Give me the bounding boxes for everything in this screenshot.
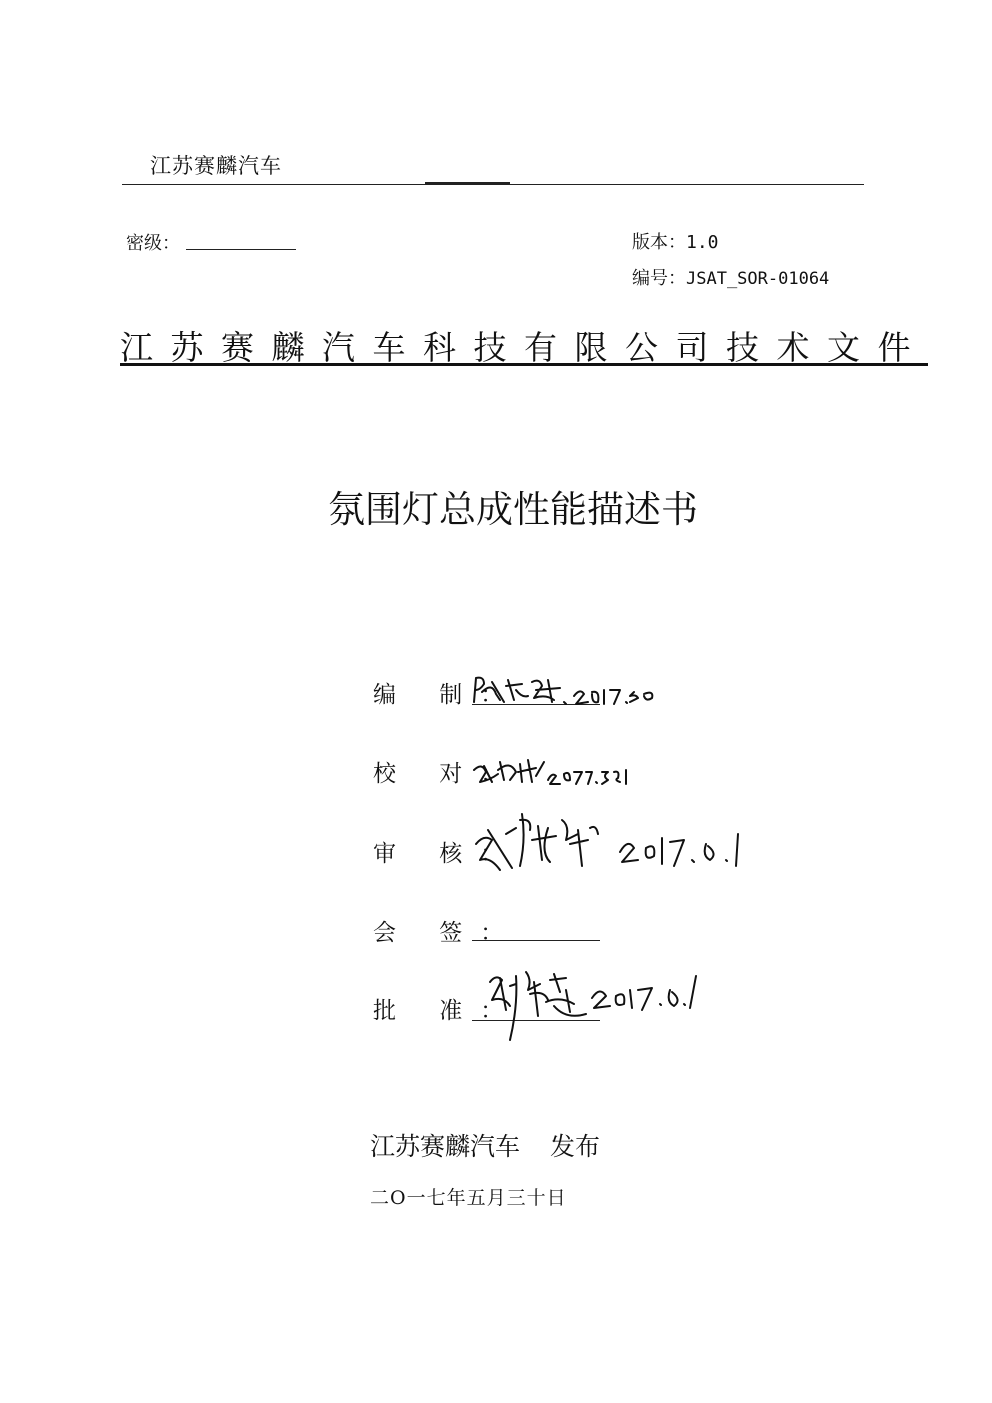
signoff-label: 编 制：	[373, 682, 522, 708]
publish-date: 二O一七年五月三十日	[370, 1187, 567, 1209]
publisher-name: 江苏赛麟汽车	[370, 1132, 521, 1161]
signoff-label: 校 对：	[373, 761, 522, 787]
document-number-label: 编号：	[632, 268, 686, 289]
secret-level-blank	[186, 249, 296, 250]
publisher-line	[370, 1127, 600, 1163]
signature-approved	[470, 960, 710, 1045]
version-field	[632, 228, 719, 254]
signoff-row-checked	[373, 755, 522, 788]
signature-checked	[470, 752, 670, 792]
publish-word: 发布	[550, 1132, 601, 1161]
version-value: 1.0	[686, 232, 719, 253]
version-label: 版本：	[632, 232, 686, 253]
signoff-row-compiled	[373, 676, 522, 709]
countersign-blank	[472, 940, 600, 941]
signature-compiled	[470, 672, 670, 712]
signoff-label: 批 准：	[373, 998, 522, 1024]
document-heading: 江苏赛麟汽车科技有限公司技术文件	[120, 328, 928, 367]
secret-level-label: 密级：	[126, 233, 180, 254]
document-number-field	[632, 264, 829, 290]
header-rule	[122, 184, 864, 185]
document-title: 氛围灯总成性能描述书	[328, 488, 698, 531]
header-rule-accent	[425, 182, 510, 184]
signoff-row-approved	[373, 992, 522, 1025]
signoff-row-countersigned	[373, 914, 522, 947]
signoff-row-reviewed	[373, 835, 522, 868]
signoff-label: 审 核：	[373, 841, 522, 867]
signature-reviewed	[470, 800, 760, 885]
document-number-value: JSAT_SOR-01064	[686, 269, 830, 289]
signoff-label: 会 签：	[373, 920, 522, 946]
header-company: 江苏赛麟汽车	[150, 154, 282, 178]
